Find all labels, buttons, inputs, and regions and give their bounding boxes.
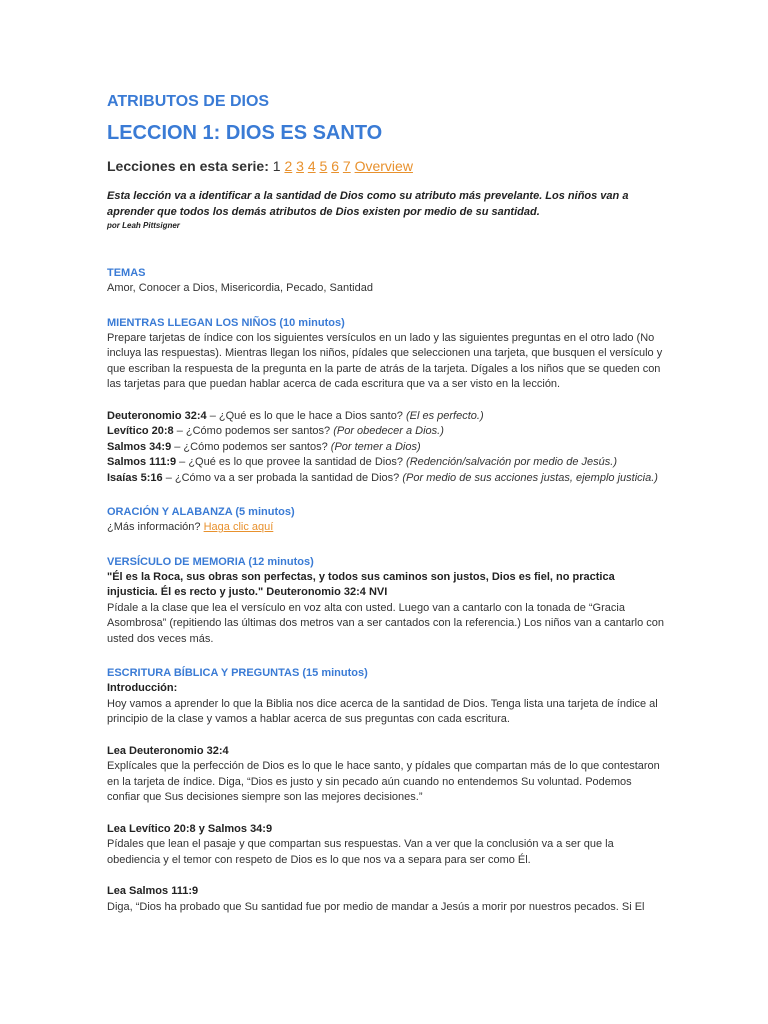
- section-escritura: [107, 666, 667, 915]
- section-temas: [107, 266, 667, 297]
- part-text: Pídales que lean el pasaje y que compartan sus respuestas. Van a ver que la conclusión va a ser que la obediencia y el temor con respeto de Dios es lo que nos va a separa para ser como Él.: [107, 838, 614, 866]
- intro-label-line: [107, 681, 667, 697]
- part-label-line: [107, 822, 667, 838]
- verse-answer: (El es perfecto.): [405, 409, 484, 422]
- section-oracion: [107, 505, 667, 536]
- part-text: Diga, “Dios ha probado que Su santidad fue por medio de mandar a Jesús a morir por nuestros pecados. Si El: [107, 900, 645, 913]
- more-info-link[interactable]: Haga clic aquí: [203, 521, 274, 533]
- verse-ref: Salmos 34:9: [107, 440, 172, 453]
- mientras-title: MIENTRAS LLEGAN LOS NIÑOS (10 minutos): [107, 316, 345, 329]
- verse-answer: (Por obedecer a Dios.): [333, 425, 444, 437]
- verse-ref: Salmos 111:9: [107, 456, 177, 468]
- escritura-title: ESCRITURA BÍBLICA Y PREGUNTAS (15 minutos): [107, 667, 368, 679]
- verse-question-item: [107, 424, 667, 440]
- verse-ref: Isaías 5:16: [107, 471, 163, 484]
- temas-title: TEMAS: [107, 267, 146, 279]
- memory-verse-text: "Él es la Roca, sus obras son perfectas, y todos sus caminos son justos, Dios es fiel, no practica injusticia. Él es recto y justo." Deuteronomio 32:4 NVI: [107, 570, 615, 598]
- series-link-3[interactable]: 3: [296, 158, 304, 174]
- versiculo-title: VERSÍCULO DE MEMORIA (12 minutos): [107, 555, 314, 568]
- part-label: Lea Salmos 111:9: [107, 885, 199, 897]
- intro-label: Introducción:: [107, 682, 178, 694]
- series-title: ATRIBUTOS DE DIOS: [107, 93, 270, 110]
- part-label-line: [107, 744, 667, 760]
- verse-question: – ¿Cómo podemos ser santos?: [173, 425, 334, 437]
- verse-answer: (Redención/salvación por medio de Jesús.): [406, 456, 617, 468]
- series-label: Lecciones en esta serie:: [107, 158, 269, 174]
- lesson-intro: Esta lección va a identificar a la santidad de Dios como su atributo más prevelante. Los niños van a aprender que todos los demás atributos de Dios existen por medio de su santidad.: [107, 190, 629, 218]
- verse-question-item: [107, 455, 667, 471]
- section-mientras: [107, 316, 667, 487]
- part-label-line: [107, 884, 667, 900]
- verse-question: – ¿Qué es lo que le hace a Dios santo?: [206, 409, 406, 422]
- verse-ref: Levítico 20:8: [107, 425, 174, 437]
- oracion-title: ORACIÓN Y ALABANZA (5 minutos): [107, 506, 295, 518]
- series-link-6[interactable]: 6: [331, 158, 339, 174]
- oracion-text-line: [107, 520, 667, 536]
- temas-text: Amor, Conocer a Dios, Misericordia, Pecado, Santidad: [107, 282, 373, 294]
- part-label: Lea Levítico 20:8 y Salmos 34:9: [107, 822, 273, 835]
- series-navigation: [107, 156, 667, 176]
- author-byline: por Leah Pittsigner: [107, 221, 180, 230]
- memory-verse: [107, 570, 667, 601]
- part-text: Explícales que la perfección de Dios es lo que le hace santo, y pídales que compartan más de lo que contestaron en la tarjeta de índice. Diga, “Dios es justo y sin pecado aún cuando no entendemos Su voluntad. Podemos confiar que Sus decisiones siempre son las mejores decisiones.”: [107, 760, 660, 803]
- verse-question-list: [107, 409, 667, 487]
- verse-answer: (Por medio de sus acciones justas, ejemplo justicia.): [402, 471, 658, 484]
- series-link-overview[interactable]: Overview: [354, 158, 413, 174]
- part-label: Lea Deuteronomio 32:4: [107, 744, 229, 757]
- series-link-5[interactable]: 5: [319, 158, 328, 174]
- mientras-text: Prepare tarjetas de índice con los siguientes versículos en un lado y las siguientes preguntas en el otro lado (No incluya las respuestas). Mientras llegan los niños, pídales que seleccionen una tarjeta, que busquen el versículo y que escriban la respuesta de la pregunta en la parte de atrás de la tarjeta. Dígales a los niños que se queden con las tarjetas para que puedan hablar acerca de cada escritura que va a ser visto en la lección.: [107, 331, 663, 390]
- verse-ref: Deuteronomio 32:4: [107, 409, 207, 422]
- series-link-2[interactable]: 2: [284, 158, 293, 174]
- verse-question: – ¿Cómo podemos ser santos?: [171, 440, 331, 453]
- series-link-7[interactable]: 7: [342, 158, 351, 174]
- oracion-text: ¿Más información?: [107, 521, 204, 533]
- intro-text: Hoy vamos a aprender lo que la Biblia nos dice acerca de la santidad de Dios. Tenga lista una tarjeta de índice al principio de la clase y vamos a hablar acerca de sus preguntas con cada escritura.: [107, 697, 658, 725]
- series-link-4[interactable]: 4: [307, 158, 316, 174]
- verse-question-item: [107, 409, 667, 425]
- series-current: 1: [272, 158, 281, 174]
- versiculo-text: Pídale a la clase que lea el versículo en voz alta con usted. Luego van a cantarlo con la tonada de “Gracia Asombrosa” (repitiendo las últimas dos metros van a ser cantados con la referencia.) Los niños van a cantarlo con usted dos veces más.: [107, 601, 665, 645]
- verse-question: – ¿Cómo va a ser probada la santidad de Dios?: [162, 471, 403, 484]
- verse-answer: (Por temer a Dios): [330, 440, 421, 453]
- verse-question-item: [107, 440, 667, 456]
- verse-question-item: [107, 471, 667, 487]
- lesson-content: [107, 92, 667, 915]
- lesson-title: LECCION 1: DIOS ES SANTO: [107, 122, 383, 144]
- verse-question: – ¿Qué es lo que provee la santidad de Dios?: [176, 456, 407, 468]
- section-versiculo: [107, 555, 667, 648]
